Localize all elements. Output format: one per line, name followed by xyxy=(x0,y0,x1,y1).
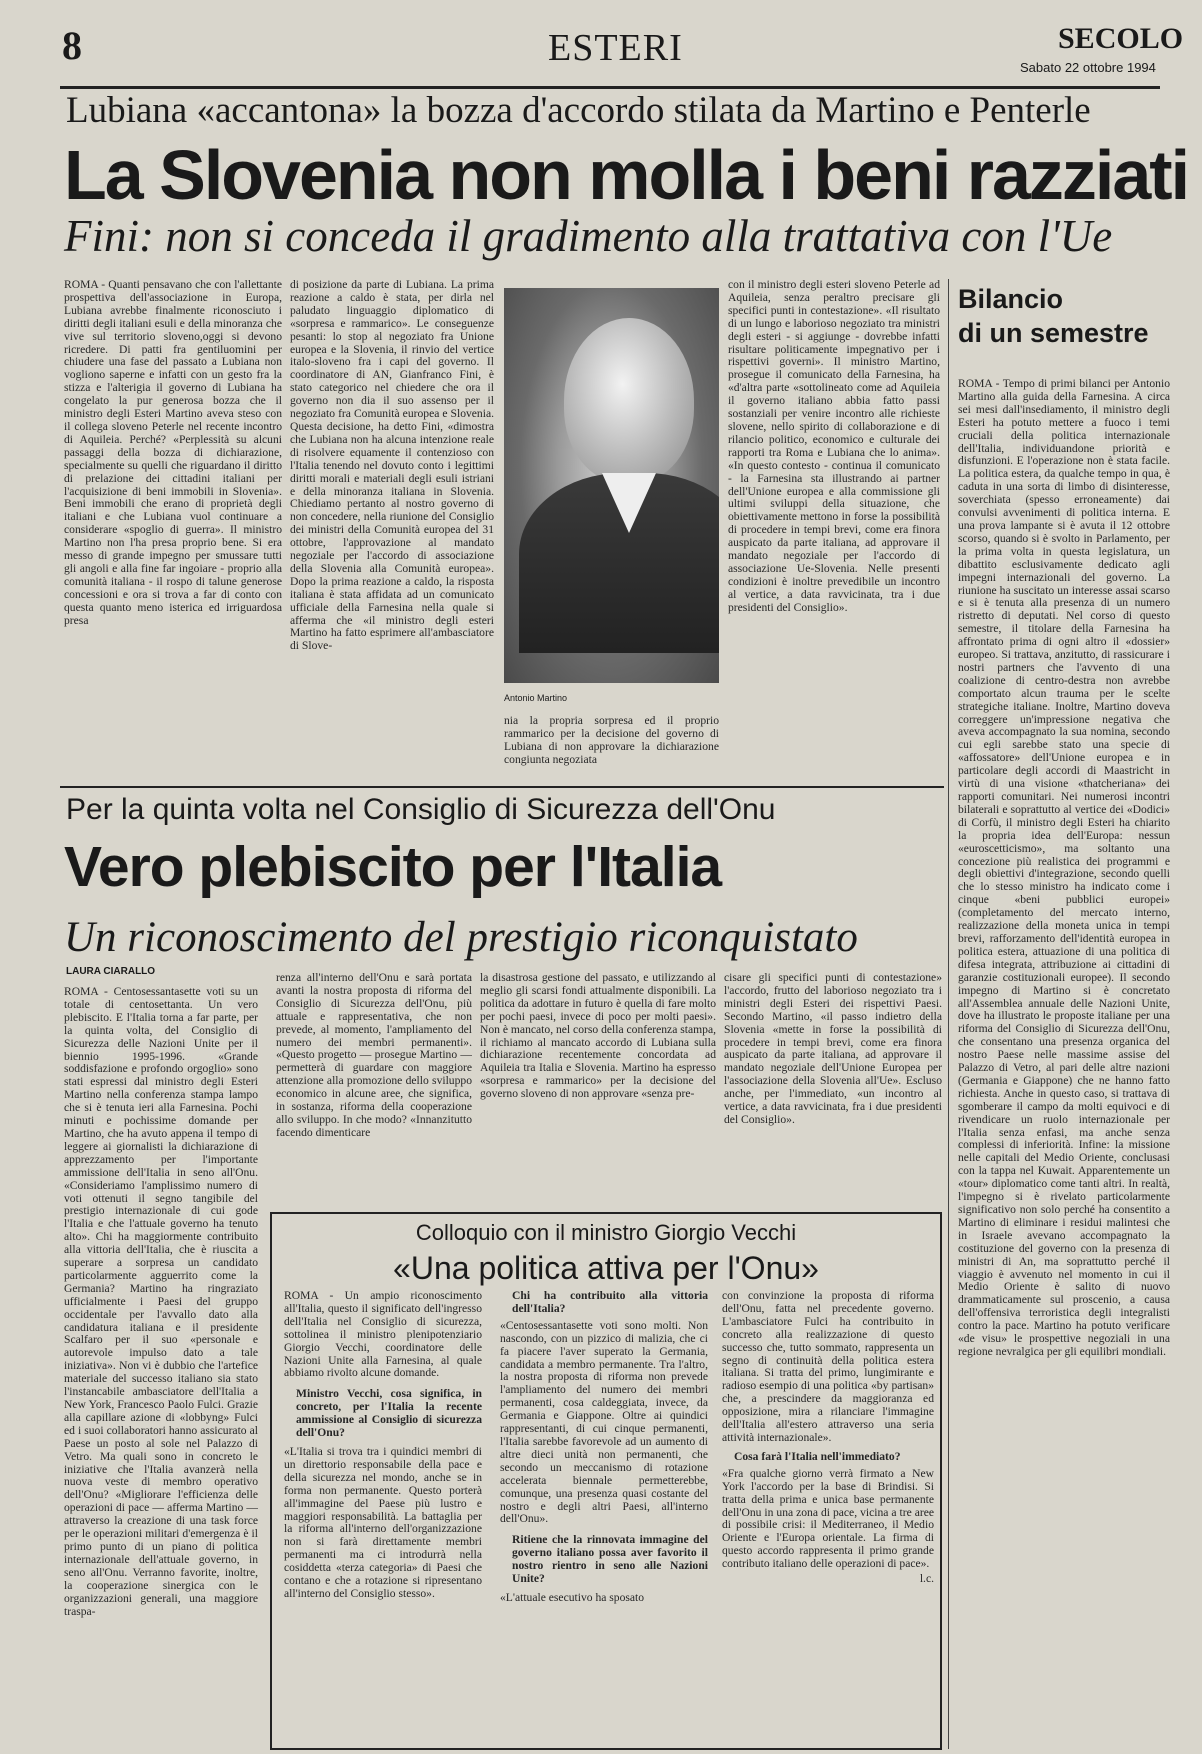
article1-kicker: Lubiana «accantona» la bozza d'accordo stilata da Martino e Penterle xyxy=(66,90,1091,131)
article2-subheadline: Un riconoscimento del prestigio riconquistato xyxy=(64,914,858,961)
article1-column-3: nia la propria sorpresa ed il proprio rammarico per la decisione del governo di Lubiana di non approvare la dichiarazione congiunta negoziata xyxy=(504,715,719,766)
article3-answer-2: «Centosessantasette voti sono molti. Non nascondo, con un pizzico di malizia, che ci fa piacere l'aver superato la Germania, candidata a membro permanente. Tra l'altro, la nostra proposta di riforma non prevede l'ampliamento del numero dei membri permanenti, cosa caldeggiata, invece, da Germania e Giappone. Oltre ai quindici rappresentanti, di cui cinque permanenti, l'Italia sarebbe favorevole ad un aumento di altre dieci unità non permanenti, che secondo un meccanismo di rotazione accelerata biennale permetterebbe, comunque, una presenza quasi costante del nostro e degli altri Paesi, all'interno dell'Onu». xyxy=(500,1319,708,1526)
article3-kicker: Colloquio con il ministro Giorgio Vecchi xyxy=(415,1220,797,1245)
article3-question-1: Ministro Vecchi, cosa significa, in concreto, per l'Italia la recente ammissione al Consiglio di sicurezza dell'Onu? xyxy=(296,1388,482,1440)
section-title: ESTERI xyxy=(548,27,683,69)
article3-column-2 xyxy=(500,1290,708,1740)
article-divider xyxy=(60,786,944,788)
photo-caption: Antonio Martino xyxy=(504,693,568,703)
article3-continued: con convinzione la proposta di riforma dell'Onu, fatta nel precedente governo. L'ambasciatore Fulci ha contribuito in concreto alla realizzazione di questo successo che, tutto sommato, rappresenta un segno di continuità della politica estera italiana. Si tratta del primo, lungimirante e radioso esempio di una politica «by partisan» che, a prescindere da maggioranza ed opposizione, mira a rilanciare l'immagine dell'Italia all'estero attraverso una seria attività internazionale». xyxy=(722,1290,934,1444)
article3-answer-1: «L'Italia si trova tra i quindici membri di un direttorio responsabile della pace e della sicurezza nel mondo, anche se in forma non permanente. Questo porterà all'immagine del Paese più lustro e maggiori responsabilità. La battaglia per la riforma all'interno dell'organizzazione non si farà direttamente membri permanenti ma ci introdurrà nella cosiddetta «terza categoria» di Paesi che contano e che a rotazione si ripresentano all'interno del Consiglio stesso». xyxy=(284,1445,482,1600)
article3-column-3 xyxy=(722,1290,934,1740)
face-shape xyxy=(564,318,694,483)
article3-initials: l.c. xyxy=(919,1573,934,1586)
article2-column-2: renza all'interno dell'Onu e sarà portata avanti la nostra proposta di riforma del Consiglio di Sicurezza dell'Onu, più attuale e rappresentativa, che non prevede, al momento, l'ampliamento del numero dei membri permanenti». «Questo progetto — prosegue Martino — permetterà di guardare con maggiore attenzione alla promozione dello sviluppo economico in alcune aree, che significa, in sostanza, riforma della cooperazione allo sviluppo. In che modo? «Innanzitutto facendo dimenticare xyxy=(276,972,472,1139)
issue-date: Sabato 22 ottobre 1994 xyxy=(1020,60,1156,75)
article2-kicker: Per la quinta volta nel Consiglio di Sicurezza dell'Onu xyxy=(66,793,776,826)
article2-column-4: cisare gli specifici punti di contestazione» l'accordo, frutto del laborioso negoziato tra i ministri degli Esteri dei rispettivi Paesi. Secondo Martino, «il passo indietro della Slovenia «mette in forse la possibilità di procedere in tempi brevi, come era finora auspicato da parte italiana, ad approvare il mandato negoziale dell'Unione Europea per l'associazione della Slovenia all'Ue». Escluso anche, per l'immediato, «un incontro al vertice, a data ravvicinata, fra i due presidenti del Consiglio». xyxy=(724,972,942,1126)
article2-headline: Vero plebiscito per l'Italia xyxy=(64,835,722,899)
article1-column-2: di posizione da parte di Lubiana. La prima reazione a caldo è stata, per dirla nel paludato linguaggio diplomatico di «sorpresa e rammarico». Le conseguenze pesanti: lo stop al negoziato fra Unione europea e la Slovenia, il rinvio del vertice italo-sloveno fra i capi del governo. Il coordinatore di AN, Gianfranco Fini, è stato categorico nel chiedere che ora il governo non dia il suo assenso per il negoziato fra Comunità europea e Slovenia. Questa decisione, ha detto Fini, «dimostra che Lubiana non ha alcuna intenzione reale di risolvere equamente il contenzioso con l'Italia tenendo nel dovuto conto i legittimi diritti morali e materiali degli esuli istriani e della minoranza italiana in Slovenia. Chiediamo pertanto al nostro governo di non concedere, nella riunione del Consiglio dei ministri della Comunità europea del 31 ottobre, l'approvazione al mandato negoziale per l'accordo di associazione della Slovenia alla Comunità europea». Dopo la prima reazione a caldo, la risposta italiana è stata affidata ad un comunicato ufficiale della Farnesina nella quale si afferma che «il ministro degli esteri Martino ha fatto esprimere all'ambasciatore di Slove- xyxy=(290,279,494,653)
article1-column-4: con il ministro degli esteri sloveno Peterle ad Aquileia, senza peraltro precisare gli specifici punti in contestazione». «Il risultato di un lungo e laborioso negoziato tra ministri degli esteri - si aggiunge - dovrebbe infatti risultare politicamente impegnativo per i rispettivi governi». Il ministro Martino, prosegue il comunicato della Farnesina, ha «d'altra parte «sottolineato come ad Aquileia il governo italiano abbia fatto passi sostanziali per venire incontro alle richieste slovene, nello spirito di collaborazione e di rilancio politico, economico e culturale dei rapporti tra Roma e Lubiana che lo anima». «In questo contesto - continua il comunicato - la Farnesina sta illustrando ai partner dell'Unione europea e alla commissione gli ultimi sviluppi della situazione, che obiettivamente mettono in forse la possibilità di procedere in tempi brevi, come era finora auspicato da parte italiana, ad approvare il mandato negoziale per l'accordo di associazione Ue-Slovenia. Nelle presenti condizioni è inoltre prevedibile un incontro al vertice, a data ravvicinata, tra i due presidenti del Consiglio». xyxy=(728,279,940,614)
article2-byline: LAURA CIARALLO xyxy=(66,966,156,977)
article2-column-1: ROMA - Centosessantasette voti su un totale di centosettanta. Un vero plebiscito. E l'Italia torna a far parte, per la quinta volta, del Consiglio di Sicurezza delle Nazioni Unite per il biennio 1995-1996. «Grande soddisfazione e profondo orgoglio» sono stati espressi dal ministro degli Esteri Martino nella conferenza stampa lampo che si è tenuta ieri alla Farnesina. Pochi minuti e pochissime domande per Martino, che ha avuto appena il tempo di leggere ai giornalisti la dichiarazione di apprezzamento per l'importante ammissione dell'Italia in seno all'Onu. «Consideriamo l'amplissimo numero di voti ottenuti il segno tangibile del prestigio internazionale di cui gode l'Italia e che l'attuale governo ha tenuto alto». Chi ha maggiormente contribuito alla vittoria dell'Italia, che è riuscita a superare a sorpresa un candidato particolarmente agguerrito come la Germania? Martino ha ringraziato ufficialmente i Paesi del gruppo occidentale per l'avvallo dato alla candidatura italiana e il presidente Scalfaro per il suo «personale e autorevole impulso dato a tale iniziativa». Non vi è dubbio che l'artefice materiale del successo italiano sia stato l'instancabile ambasciatore dell'Italia a New York, Francesco Paolo Fulci. Grazie alla capillare azione di «lobbyng» Fulci ed i suoi collaboratori hanno assicurato al Paese un posto al sole nel Palazzo di Vetro. Ma quali sono in concreto le iniziative che l'Italia avanzerà nella nuova veste di membro operativo dell'Onu? «Migliorare l'efficienza delle operazioni di pace — afferma Martino — attraverso la creazione di una task force per le operazioni militari d'emergenza è il primo punto di un piano di politica internazionale dell'attuale governo, in seno all'Onu. Verranno favorite, inoltre, la cooperazione sinergica con le organizzazioni generali, una maggiore traspa- xyxy=(64,986,258,1618)
article3-answer-4: «Fra qualche giorno verrà firmato a New York l'accordo per la base di Brindisi. Si tratta della prima e unica base permanente dell'Onu in una zona di pace, vicina a tre aree di possibile crisi: il Mediterraneo, il Medio Oriente e l'Europa orientale. La firma di questo accordo rappresenta il primo grande contributo italiano delle operazioni di pace». xyxy=(722,1467,934,1571)
paper-name: SECOLO xyxy=(1058,22,1184,55)
article1-headline: La Slovenia non molla i beni razziati xyxy=(64,136,1189,214)
article1-subheadline: Fini: non si conceda il gradimento alla trattativa con l'Ue xyxy=(64,211,1113,261)
sidebar-headline-2: di un semestre xyxy=(958,318,1149,348)
sidebar-headline-1: Bilancio xyxy=(958,284,1064,314)
article2-column-3: la disastrosa gestione del passato, e utilizzando al meglio gli scarsi fondi attualmente disponibili. La politica da adottare in futuro è quella di fare molto per pochi paesi, invece di poco per molti paesi». Non è mancato, nel corso della conferenza stampa, il richiamo al mancato accordo di Lubiana sulla dichiarazione recentemente concordata ad Aquileia tra Italia e Slovenia. Martino ha espresso «sorpresa e rammarico» per la decisione del governo sloveno di non approvare «senza pre- xyxy=(480,972,716,1101)
article3-question-3: Ritiene che la rinnovata immagine del governo italiano possa aver favorito il nostro rientro in seno alle Nazioni Unite? xyxy=(512,1534,708,1586)
page-number: 8 xyxy=(62,23,82,68)
article3-column-1 xyxy=(284,1290,482,1740)
minister-photo xyxy=(504,288,719,683)
article3-intro: ROMA - Un ampio riconoscimento all'Italia, questo il significato dell'ingresso dell'Italia nel Consiglio di sicurezza, sottolinea il ministro plenipotenziario Giorgio Vecchi, coordinatore delle Nazioni Unite alla Farnesina, al quale abbiamo rivolto alcune domande. xyxy=(284,1290,482,1380)
article3-question-4: Cosa farà l'Italia nell'immediato? xyxy=(734,1450,901,1463)
sidebar-divider xyxy=(948,279,949,1749)
article3-question-2: Chi ha contribuito alla vittoria dell'Italia? xyxy=(512,1290,708,1315)
article3-headline: «Una politica attiva per l'Onu» xyxy=(393,1250,819,1286)
article3-answer-3: «L'attuale esecutivo ha sposato xyxy=(500,1591,645,1604)
sidebar-body: ROMA - Tempo di primi bilanci per Antonio Martino alla guida della Farnesina. A circa sei mesi dall'insediamento, il ministro degli Esteri ha potuto mettere a fuoco i temi cruciali della politica internazionale dell'Italia, individuandone priorità e disfunzioni. E l'operazione non è stata facile. La politica estera, da qualche tempo in qua, è caduta in una sorta di limbo di disinteresse, soverchiata (spesso erroneamente) dai convulsi avvenimenti di politica interna. E una prova lampante si è avuta il 12 ottobre scorso, quando si è svolto in Parlamento, per la prima volta in questa legislatura, un dibattito esclusivamente dedicato agli impegni internazionali del governo. La riunione ha suscitato un interesse assai scarso e si è tenuta alla presenza di un numero ristretto di deputati. Nel corso di questo semestre, il titolare della Farnesina ha affrontato prima di ogni altro il «dossier» europeo. Si trattava, anzitutto, di rassicurare i nostri partners che l'avvento di una coalizione di centro-destra non avrebbe comportato alcun trauma per le scelte strategiche italiane. Inoltre, Martino doveva correggere un'impressione negativa che aveva accompagnato la sua nomina, secondo cui egli sarebbe stato una specie di «affossatore» dell'Unione europea e in particolare degli accordi di Maastricht in virtù di una visione «thatcheriana» dei rapporti comunitari. Nei numerosi incontri bilaterali e soprattutto al vertice dei «Dodici» di Corfù, il ministro degli Esteri ha chiarito la propria idea dell'Europa: nessun «euroscetticismo», ma soltanto una concezione più realistica dei programmi e degli obiettivi d'integrazione, secondo quelli che lo stesso ministro ha indicato come i cinque «beni pubblici europei» (completamento del mercato interno, realizzazione della moneta unica in tempi brevi, rafforzamento dell'identità europea in politica estera, attuazione di una politica di difesa integrata, attribuzione ai cittadini di garanzie costituzionali europee). Il secondo impegno di Martino si è concretato all'Assemblea annuale delle Nazioni Unite, dove ha illustrato le proposte italiane per una riforma del Consiglio di Sicurezza dell'Onu, che consentano una presenza organica del nostro Paese nelle massime assise del Palazzo di Vetro, al pari delle altre nazioni (Germania e Giappone) che ne hanno fatto richiesta. Anche in questo caso, si trattava di sgomberare il campo da molti equivoci e di rivendicare un ruolo internazionale per l'Italia senza enfasi, ma anche senza complessi di inferiorità. Infine: la missione nelle capitali del Medio Oriente, conclusasi con la tappa nel Kuwait. Apparentemente un «tour» diplomatico come tanti altri. In realtà, l'impegno si è rivelato particolarmente significativo non solo perché ha consentito a Martino di eliminare i residui malintesi che in Israele avevano accompagnato la costituzione del governo con la presenza di ministri di An, ma soprattutto perché il viaggio è avvenuto nel momento in cui il Medio Oriente è salito di nuovo drammaticamente sul proscenio, a causa dell'offensiva terroristica degli integralisti contro la pace. Martino ha potuto verificare «de visu» le prospettive negoziali in una regione nevralgica per gli equilibri mondiali. xyxy=(958,378,1170,1358)
article1-column-1: ROMA - Quanti pensavano che con l'allettante prospettiva dell'associazione in Europa, Lubiana avrebbe finalmente riconosciuto i diritti degli italiani esuli e della minoranza che vive sul territorio sloveno,oggi si devono ricredere. Di patti fra gentiluomini per chiudere una fase del passato a Lubiana non vogliono saperne e infatti con un gesto fra la stizza e l'alterigia il governo di Lubiana ha congelato la pur generosa bozza che il ministro degli Esteri Martino aveva steso con il collega sloveno Peterle nel recente incontro di Aquileia. Perché? «Perplessità su alcuni passaggi della bozza di dichiarazione, specialmente su quelli che riguardano il diritto di prelazione dei cittadini italiani per l'acquisizione di beni immobili in Slovenia». Beni immobili che erano di proprietà degli italiani e che Lubiana vuol continuare a considerare «spoglio di guerra». Il ministro Martino non l'ha presa proprio bene. Si era messo di grande impegno per smussare tutti gli angoli e alla fine far ingoiare - proprio alla comunità italiana - il rospo di talune generose concessioni e ora si trova a far di conto con questa quanto meno isterica ed irriguardosa presa xyxy=(64,279,282,627)
